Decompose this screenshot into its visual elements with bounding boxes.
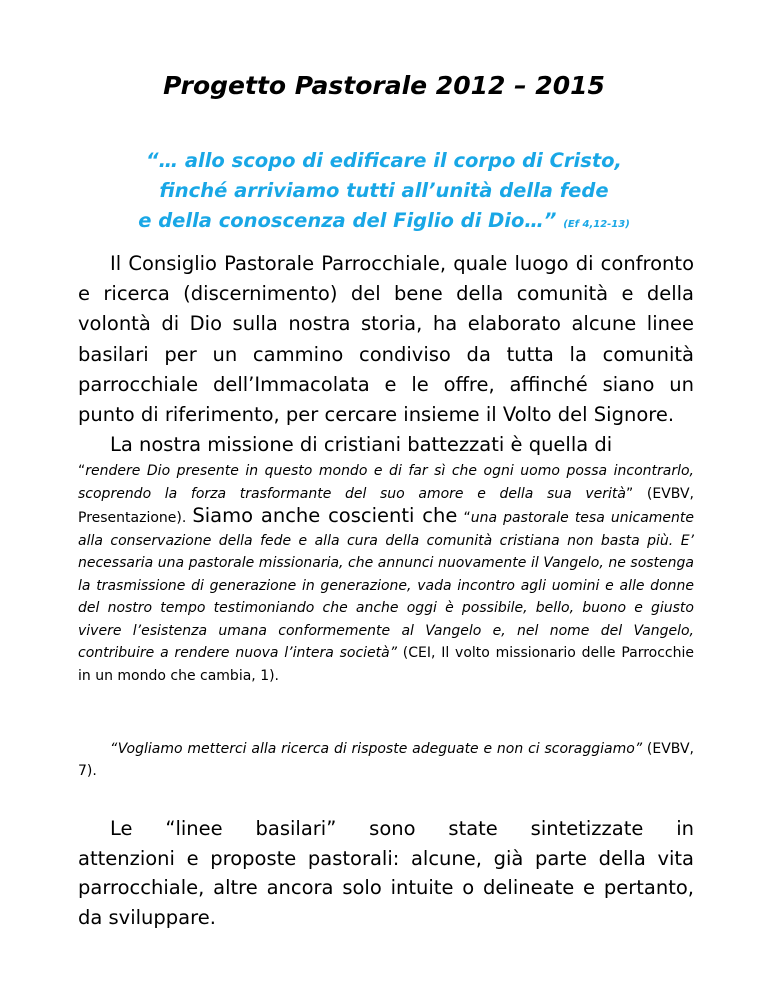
quote-close-1: ” [625, 485, 634, 502]
document-title: Progetto Pastorale 2012 – 2015 [163, 71, 605, 100]
paragraph-2-lead: La nostra missione di cristiani battezzati è quella di [110, 433, 613, 456]
epigraph-line-2: finché arriviamo tutti all’unità della fede [159, 179, 609, 202]
paragraph-2-source-2: (CEI, Il volto missionario delle Parrocchie in un mondo che cambia, 1). [78, 645, 695, 684]
paragraph-2 [78, 430, 694, 687]
epigraph-line-1: “… allo scopo di edificare il corpo di Cristo, [146, 149, 622, 172]
paragraph-3 [78, 738, 694, 782]
quote-open-2: “ [463, 510, 471, 526]
paragraph-2-quote-2: una pastorale tesa unicamente alla conservazione della fede e alla cura della comunità cristiana non basta più. E’ necessaria una pastorale missionaria, che annunci nuovamente il Vangelo, ne sostenga la trasmissione di generazione in generazione, vada incontro agli uomini e alle donne del nostro tempo testimoniando che anche oggi è possibile, bello, buono e giusto vivere l’esistenza umana conformemente al Vangelo e, nel nome del Vangelo, contribuire a rendere nuova l’intera società” [78, 510, 695, 661]
paragraph-4-rest: attenzioni e proposte pastorali: alcune, già parte della vita parrocchiale, altre ancora solo intuite o delineate e pertanto, da sviluppare. [78, 846, 694, 929]
paragraph-4 [78, 814, 694, 932]
epigraph-reference: (Ef 4,12-13) [563, 219, 630, 230]
paragraph-1: Il Consiglio Pastorale Parrocchiale, quale luogo di confronto e ricerca (discernimento) del bene della comunità e della volontà di Dio sulla nostra storia, ha elaborato alcune linee basilari per un cammino condiviso da tutta la comunità parrocchiale dell’Immacolata e le offre, affinché siano un punto di riferimento, per cercare insieme il Volto del Signore. [78, 252, 694, 427]
paragraph-3-quote: “Vogliamo metterci alla ricerca di risposte adeguate e non ci scoraggiamo” [110, 741, 643, 757]
epigraph-line-3: e della conoscenza del Figlio di Dio…” [138, 209, 557, 232]
paragraph-2-quote-1: rendere Dio presente in questo mondo e di far sì che ogni uomo possa incontrarlo, scoprendo la forza trasformante del suo amore e della sua verità [78, 463, 694, 502]
quote-open-1: “ [78, 463, 86, 479]
epigraph-quote [60, 146, 708, 240]
paragraph-4-first-line: Le “linee basilari” sono state sintetizzate in [110, 817, 694, 840]
paragraph-2-middle: Siamo anche coscienti che [192, 504, 458, 527]
paragraph-3-source: (EVBV, 7). [78, 741, 694, 779]
epigraph-line-3-wrap [60, 206, 708, 240]
paragraph-2-source-1: (EVBV, Presentazione). [78, 485, 694, 526]
